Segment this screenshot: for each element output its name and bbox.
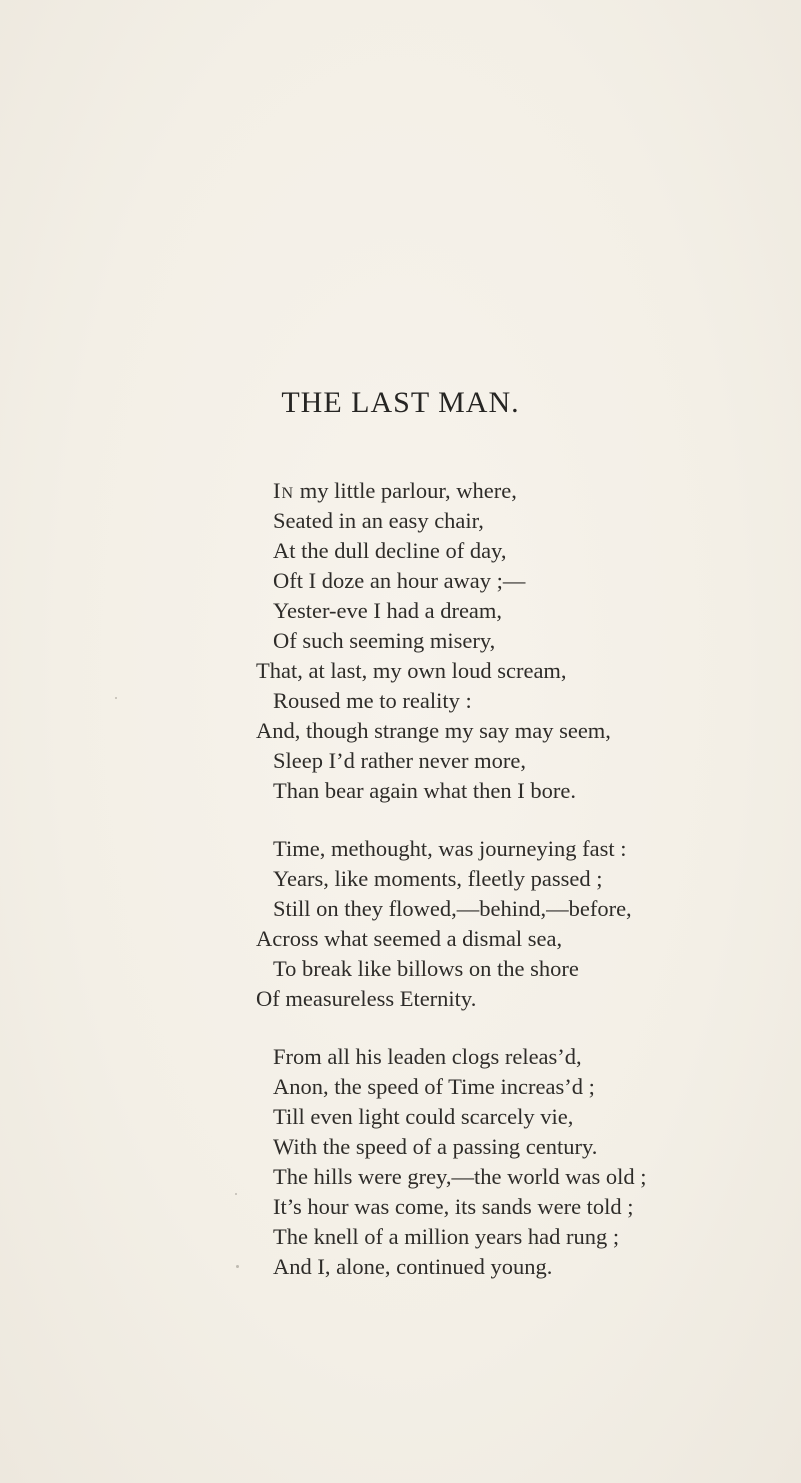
poem-line: Till even light could scarcely vie, [273, 1104, 574, 1129]
poem-line: To break like billows on the shore [273, 956, 579, 981]
poem-title: THE LAST MAN. [281, 386, 520, 419]
poem-line [273, 477, 517, 505]
poem-line: Than bear again what then I bore. [273, 778, 576, 803]
poem-line: Across what seemed a dismal sea, [256, 926, 563, 951]
poem-line: At the dull decline of day, [273, 538, 507, 563]
poem-line: That, at last, my own loud scream, [256, 658, 567, 683]
poem-line: Sleep I’d rather never more, [273, 748, 527, 773]
poem-line: Of measureless Eternity. [256, 986, 477, 1011]
poem-line: Oft I doze an hour away ;— [273, 568, 526, 593]
poem-line: It’s hour was come, its sands were told ; [273, 1194, 634, 1219]
poem-line: Seated in an easy chair, [273, 508, 484, 533]
poem-line: And, though strange my say may seem, [256, 718, 611, 743]
poem-line: With the speed of a passing century. [273, 1134, 598, 1159]
poem-line: Years, like moments, fleetly passed ; [273, 866, 603, 891]
poem-line: Anon, the speed of Time increas’d ; [273, 1074, 595, 1099]
poem-line: The knell of a million years had rung ; [273, 1224, 620, 1249]
drop-initial-word: In [273, 478, 295, 503]
poem-line-text: my little parlour, where, [294, 478, 517, 503]
poem-line: Yester-eve I had a dream, [273, 598, 503, 623]
poem-line: Time, methought, was journeying fast : [273, 836, 627, 861]
paper-speck [235, 1193, 237, 1195]
paper-speck [236, 1265, 239, 1268]
poem-line: Still on they flowed,—behind,—before, [273, 896, 632, 921]
poem-line: Of such seeming misery, [273, 628, 496, 653]
poem-line: And I, alone, continued young. [273, 1254, 553, 1279]
poem-line: From all his leaden clogs releas’d, [273, 1044, 582, 1069]
poem-line: Roused me to reality : [273, 688, 472, 713]
poem-line: The hills were grey,—the world was old ; [273, 1164, 647, 1189]
paper-speck [115, 697, 117, 699]
